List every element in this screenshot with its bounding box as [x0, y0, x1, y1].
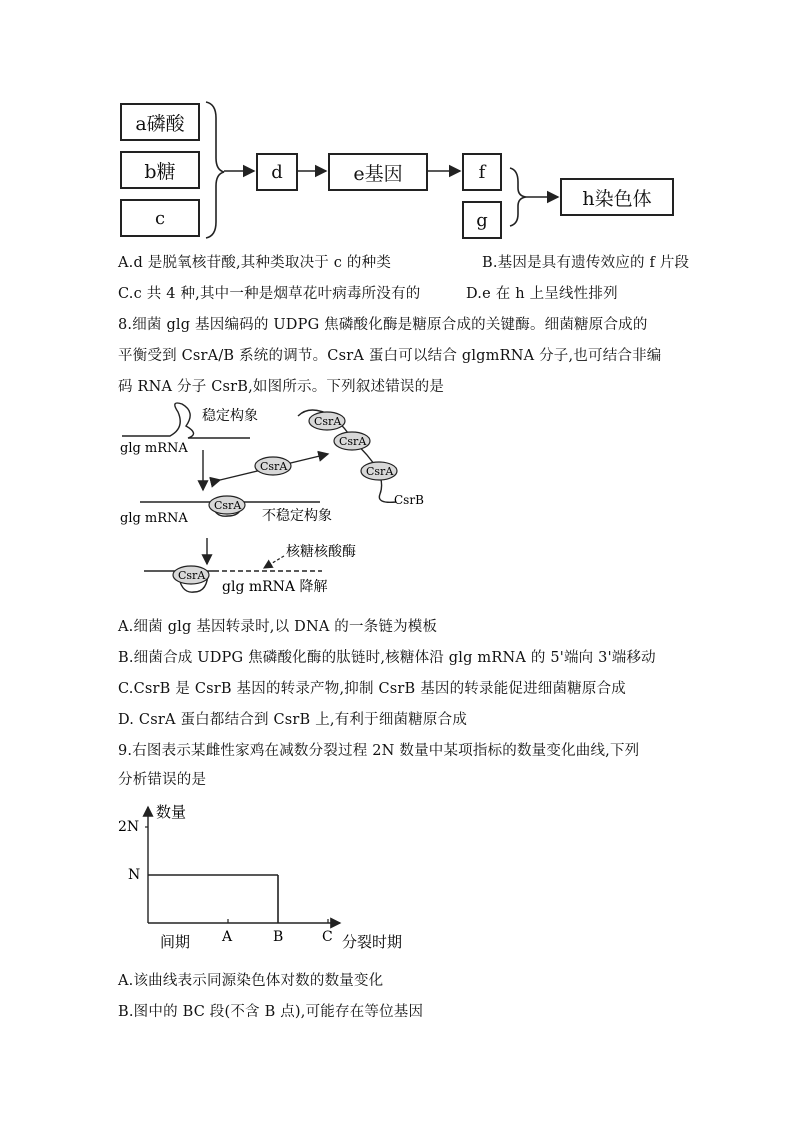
q8-option-a: A.细菌 glg 基因转录时,以 DNA 的一条链为模板: [118, 619, 438, 635]
box-g: g: [462, 201, 502, 239]
x-tick-a: A: [222, 929, 233, 945]
q8-option-c: C.CsrB 是 CsrB 基因的转录产物,抑制 CsrB 基因的转录能促进细菌糖原合成: [118, 681, 627, 697]
box-b: b糖: [120, 151, 200, 189]
csrb-label: CsrB: [394, 493, 424, 507]
q8-stem-line3: 码 RNA 分子 CsrB,如图所示。下列叙述错误的是: [118, 379, 445, 395]
q9-stem-line1: 9.右图表示某雌性家鸡在减数分裂过程 2N 数量中某项指标的数量变化曲线,下列: [118, 743, 640, 759]
rnase-label: 核糖核酸酶: [286, 544, 356, 560]
x-axis-label: 分裂时期: [342, 933, 403, 951]
q8-stem-line2: 平衡受到 CsrA/B 系统的调节。CsrA 蛋白可以结合 glgmRNA 分子,也可结合非编: [118, 348, 662, 364]
q7-option-d: D.e 在 h 上呈线性排列: [466, 286, 618, 302]
stable-label: 稳定构象: [202, 408, 258, 424]
q9-option-a: A.该曲线表示同源染色体对数的数量变化: [118, 973, 384, 989]
csra-unstable-label: CsrA: [214, 499, 242, 512]
q9-chart: [112, 795, 432, 960]
csra-free-label: CsrA: [260, 460, 288, 473]
q7-option-b: B.基因是具有遗传效应的 f 片段: [482, 255, 690, 271]
mrna-label-1: glg mRNA: [120, 441, 188, 456]
q7-option-a: A.d 是脱氧核苷酸,其种类取决于 c 的种类: [118, 255, 392, 271]
csra-bound-3-label: CsrA: [366, 465, 394, 478]
brace-right: [510, 168, 526, 226]
x-tick-interphase: 间期: [160, 933, 191, 951]
csra-bound-1-label: CsrA: [314, 415, 342, 428]
brace-left: [206, 102, 224, 238]
mrna-label-2: glg mRNA: [120, 511, 188, 526]
diagram1-connectors: [0, 0, 793, 250]
box-d: d: [256, 153, 298, 191]
box-e: e基因: [328, 153, 428, 191]
y-tick-2n: 2N: [118, 819, 140, 835]
q7-option-c: C.c 共 4 种,其中一种是烟草花叶病毒所没有的: [118, 286, 421, 302]
q9-option-b: B.图中的 BC 段(不含 B 点),可能存在等位基因: [118, 1004, 424, 1020]
degrade-label: glg mRNA 降解: [222, 579, 328, 595]
box-h: h染色体: [560, 178, 674, 216]
x-tick-c: C: [322, 929, 333, 945]
unstable-label: 不稳定构象: [262, 508, 332, 524]
q8-option-b: B.细菌合成 UDPG 焦磷酸化酶的肽链时,核糖体沿 glg mRNA 的 5'端向 3'端移动: [118, 650, 656, 666]
q9-stem-line2: 分析错误的是: [118, 772, 207, 788]
box-c: c: [120, 199, 200, 237]
box-f: f: [462, 153, 502, 191]
box-a: a磷酸: [120, 103, 200, 141]
y-axis-label: 数量: [156, 803, 187, 821]
q8-stem-line1: 8.细菌 glg 基因编码的 UDPG 焦磷酸化酶是糖原合成的关键酶。细菌糖原合成的: [118, 317, 648, 333]
csra-degrade-label: CsrA: [178, 569, 206, 582]
csra-regulation-diagram: [110, 398, 460, 603]
csra-bound-2-label: CsrA: [339, 435, 367, 448]
rnase-arrow: [264, 556, 284, 568]
x-tick-b: B: [273, 929, 284, 945]
q8-option-d: D. CsrA 蛋白都结合到 CsrB 上,有利于细菌糖原合成: [118, 712, 468, 728]
y-tick-n: N: [128, 867, 141, 883]
